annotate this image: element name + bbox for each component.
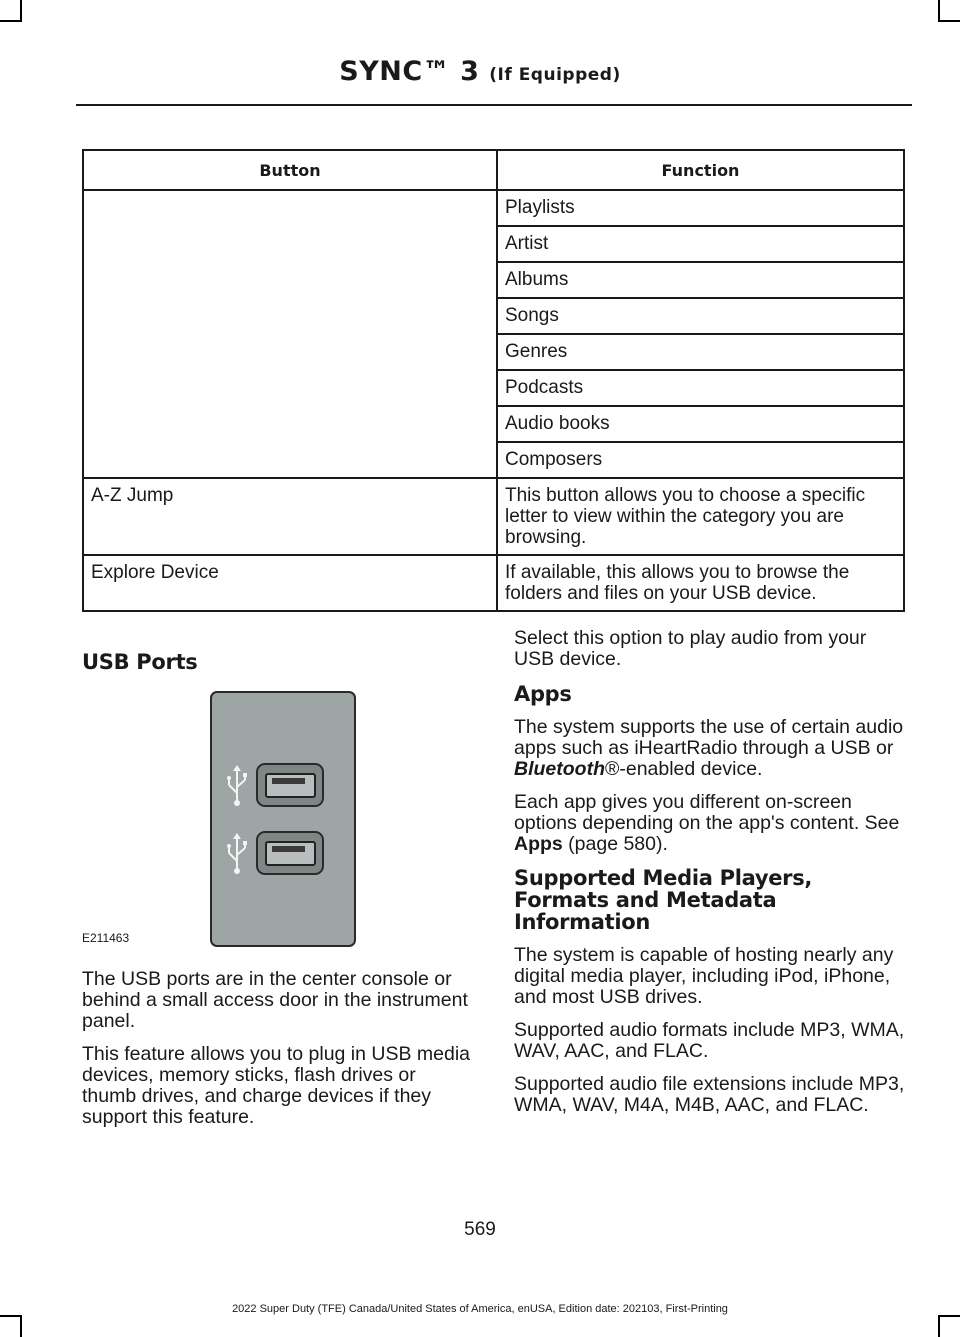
right-column bbox=[514, 628, 909, 1128]
apps-cross-reference-link[interactable]: Apps bbox=[514, 833, 563, 855]
media-players-text: The system is capable of hosting nearly any digital media player, including iPod, iPhone, and most USB drives. bbox=[514, 944, 894, 1008]
apps-options-text: Each app gives you different on-screen options depending on the app's content. See bbox=[514, 791, 900, 834]
usb-port-top bbox=[256, 763, 324, 807]
usb-port-tongue bbox=[272, 846, 305, 852]
header-subtitle: (If Equipped) bbox=[489, 65, 621, 85]
apps-paragraph bbox=[514, 717, 909, 780]
header-divider bbox=[76, 104, 912, 106]
usb-symbol-icon bbox=[226, 833, 248, 875]
file-extensions-text: Supported audio file extensions include MP3, WMA, WAV, M4A, M4B, AAC, and FLAC. bbox=[514, 1073, 905, 1116]
crop-mark bbox=[938, 1315, 940, 1337]
page-number: 569 bbox=[464, 1219, 496, 1240]
table-row bbox=[83, 478, 904, 555]
table-row bbox=[83, 555, 904, 611]
crop-mark bbox=[938, 0, 940, 22]
usb-port-bottom bbox=[256, 831, 324, 875]
usb-port-opening bbox=[265, 841, 316, 866]
page-header bbox=[0, 56, 960, 87]
supported-media-heading: Supported Media Players, Formats and Metadata Information bbox=[514, 866, 813, 934]
page-reference: (page 580). bbox=[562, 833, 668, 855]
usb-symbol-icon bbox=[226, 765, 248, 807]
table-header-row bbox=[83, 150, 904, 190]
usb-ports-location-text: The USB ports are in the center console or behind a small access door in the instrument panel. bbox=[82, 968, 468, 1032]
figure-id: E211463 bbox=[82, 931, 130, 945]
usb-port-tongue bbox=[272, 778, 305, 784]
table-cell-function: Audio books bbox=[497, 406, 904, 442]
table-cell-function: Genres bbox=[497, 334, 904, 370]
table-row bbox=[83, 190, 904, 226]
crop-mark bbox=[938, 20, 960, 22]
select-option-text: Select this option to play audio from your USB device. bbox=[514, 627, 867, 670]
crop-mark bbox=[20, 0, 22, 22]
table-cell-function: Artist bbox=[497, 226, 904, 262]
usb-ports-heading: USB Ports bbox=[82, 650, 198, 674]
apps-text-end: ®-enabled device. bbox=[604, 758, 763, 780]
table-cell-function: Songs bbox=[497, 298, 904, 334]
table-cell-function: Albums bbox=[497, 262, 904, 298]
table-cell-function: Composers bbox=[497, 442, 904, 478]
table-cell-function: Playlists bbox=[497, 190, 904, 226]
header-title: SYNC™ 3 bbox=[339, 56, 480, 87]
table-cell-button: Explore Device bbox=[83, 555, 497, 611]
left-column bbox=[82, 628, 474, 1140]
table-cell-button: A-Z Jump bbox=[83, 478, 497, 555]
table-cell-empty bbox=[83, 190, 497, 478]
usb-plate bbox=[210, 691, 356, 947]
table-cell-function: Podcasts bbox=[497, 370, 904, 406]
apps-heading: Apps bbox=[514, 682, 572, 706]
usb-port-opening bbox=[265, 773, 316, 798]
crop-mark bbox=[938, 1315, 960, 1317]
apps-text: The system supports the use of certain audio apps such as iHeartRadio through a USB or bbox=[514, 716, 904, 759]
column-header-button: Button bbox=[83, 150, 497, 190]
crop-mark bbox=[0, 20, 22, 22]
function-table bbox=[82, 149, 905, 612]
audio-formats-text: Supported audio formats include MP3, WMA, WAV, AAC, and FLAC. bbox=[514, 1019, 905, 1062]
usb-ports-figure bbox=[82, 687, 474, 955]
column-header-function: Function bbox=[497, 150, 904, 190]
crop-mark bbox=[20, 1315, 22, 1337]
usb-ports-feature-text: This feature allows you to plug in USB media devices, memory sticks, flash drives or thumb drives, and charge devices if they support this feature. bbox=[82, 1043, 471, 1128]
table-cell-function: If available, this allows you to browse the folders and files on your USB device. bbox=[497, 555, 904, 611]
apps-options-paragraph bbox=[514, 792, 909, 855]
page-footer: 2022 Super Duty (TFE) Canada/United States of America, enUSA, Edition date: 202103, First-Printing bbox=[232, 1303, 728, 1315]
crop-mark bbox=[0, 1315, 22, 1317]
bluetooth-term: Bluetooth bbox=[514, 758, 605, 780]
table-cell-function: This button allows you to choose a specific letter to view within the category you are browsing. bbox=[497, 478, 904, 555]
